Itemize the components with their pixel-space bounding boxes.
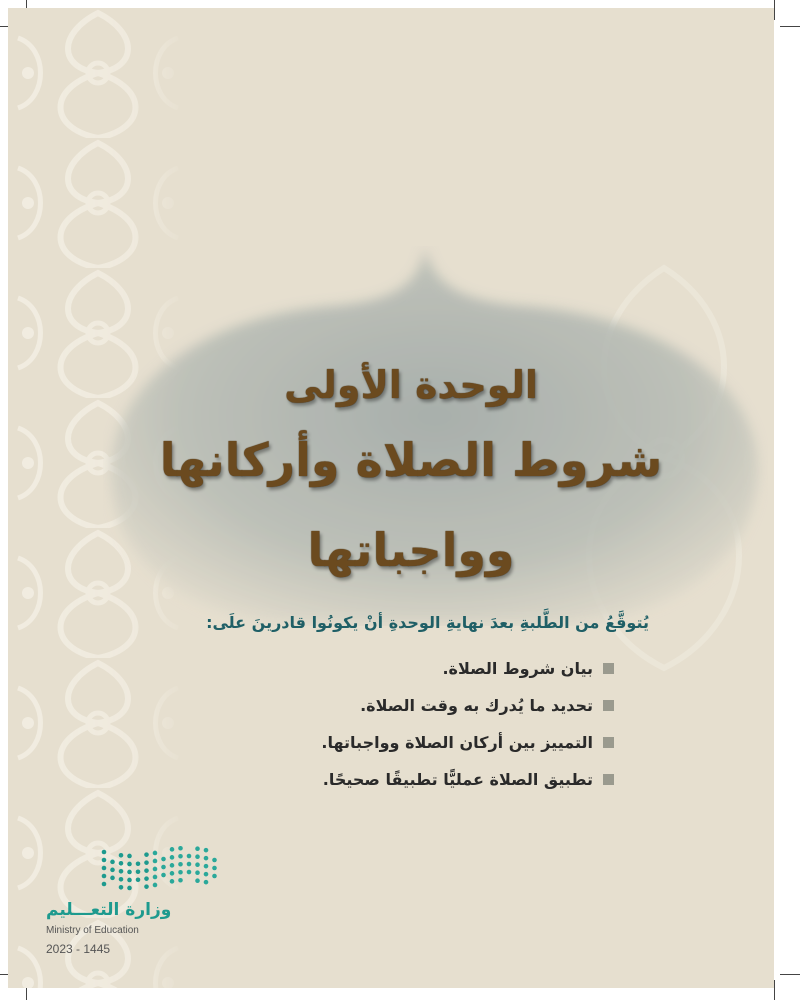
logo-dot xyxy=(136,877,141,882)
logo-dot xyxy=(212,866,217,871)
square-bullet-icon xyxy=(603,700,614,711)
logo-dot xyxy=(178,870,183,875)
logo-dot xyxy=(161,873,166,878)
logo-dot xyxy=(204,848,209,853)
logo-dot xyxy=(187,870,192,875)
logo-dot xyxy=(153,867,158,872)
square-bullet-icon xyxy=(603,737,614,748)
list-item xyxy=(321,727,614,757)
logo-dot xyxy=(170,855,175,860)
list-item xyxy=(321,764,614,794)
logo-dot xyxy=(187,862,192,867)
logo-dot xyxy=(102,882,107,887)
logo-dot xyxy=(136,861,141,866)
crop-mark xyxy=(780,974,800,975)
ministry-name-english: Ministry of Education xyxy=(46,925,139,936)
unit-title-line1: شروط الصلاة وأركانها xyxy=(159,433,663,487)
logo-dot xyxy=(195,862,200,867)
logo-dot xyxy=(204,864,209,869)
logo-dot xyxy=(204,872,209,877)
logo-dot xyxy=(195,870,200,875)
crop-mark xyxy=(774,0,775,20)
logo-dot xyxy=(195,846,200,851)
logo-dot xyxy=(119,853,124,858)
objectives-intro: يُتوقَّعُ من الطَّلبةِ بعدَ نهايةِ الوحدةِ أنْ يكونُوا قادرينَ علَى: xyxy=(206,613,649,632)
logo-dot xyxy=(161,857,166,862)
logo-dot xyxy=(102,858,107,863)
logo-dot xyxy=(170,879,175,884)
logo-dot xyxy=(119,885,124,890)
logo-dot xyxy=(144,876,149,881)
logo-dot xyxy=(110,876,115,881)
logo-dot xyxy=(127,854,132,859)
logo-dot xyxy=(178,862,183,867)
square-bullet-icon xyxy=(603,663,614,674)
square-bullet-icon xyxy=(603,774,614,785)
logo-dot xyxy=(119,861,124,866)
logo-dot xyxy=(204,880,209,885)
logo-dot xyxy=(195,854,200,859)
logo-dot xyxy=(127,886,132,891)
objective-text: تطبيق الصلاة عمليًّا تطبيقًا صحيحًا. xyxy=(322,769,593,789)
logo-dot xyxy=(102,850,107,855)
cover-page xyxy=(8,8,774,988)
objective-text: بيان شروط الصلاة. xyxy=(442,658,593,678)
edition-year: 2023 - 1445 xyxy=(46,942,111,956)
logo-dot xyxy=(187,854,192,859)
list-item xyxy=(321,690,614,720)
ministry-logo xyxy=(100,846,220,896)
logo-dot xyxy=(127,878,132,883)
logo-dot xyxy=(119,877,124,882)
logo-dot xyxy=(144,860,149,865)
crop-mark xyxy=(774,980,775,1000)
logo-dot xyxy=(178,846,183,851)
logo-dot xyxy=(153,859,158,864)
logo-dot xyxy=(178,878,183,883)
logo-dot xyxy=(153,875,158,880)
objectives-list xyxy=(321,653,614,801)
logo-dot xyxy=(195,878,200,883)
logo-dot xyxy=(119,869,124,874)
logo-dot xyxy=(127,870,132,875)
list-item xyxy=(321,653,614,683)
logo-dot xyxy=(204,856,209,861)
crop-mark xyxy=(780,26,800,27)
logo-dot xyxy=(144,884,149,889)
logo-dot xyxy=(144,852,149,857)
logo-dot xyxy=(212,874,217,879)
unit-label: الوحدة الأولى xyxy=(284,363,538,407)
logo-dot xyxy=(110,868,115,873)
ministry-name-arabic: وزارة التعـــليم xyxy=(46,900,172,920)
logo-dot xyxy=(178,854,183,859)
logo-dot xyxy=(136,869,141,874)
logo-dot xyxy=(110,860,115,865)
unit-title-line2: وواجباتها xyxy=(307,523,515,577)
logo-dot xyxy=(170,871,175,876)
logo-dot xyxy=(153,883,158,888)
logo-dot xyxy=(144,868,149,873)
logo-dot xyxy=(153,851,158,856)
logo-dot xyxy=(170,863,175,868)
objective-text: التمييز بين أركان الصلاة وواجباتها. xyxy=(321,732,593,752)
logo-dot xyxy=(212,858,217,863)
logo-dot xyxy=(161,865,166,870)
logo-dot xyxy=(127,862,132,867)
objective-text: تحديد ما يُدرك به وقت الصلاة. xyxy=(360,695,593,715)
logo-dot xyxy=(102,874,107,879)
logo-dot xyxy=(170,847,175,852)
logo-dot xyxy=(102,866,107,871)
